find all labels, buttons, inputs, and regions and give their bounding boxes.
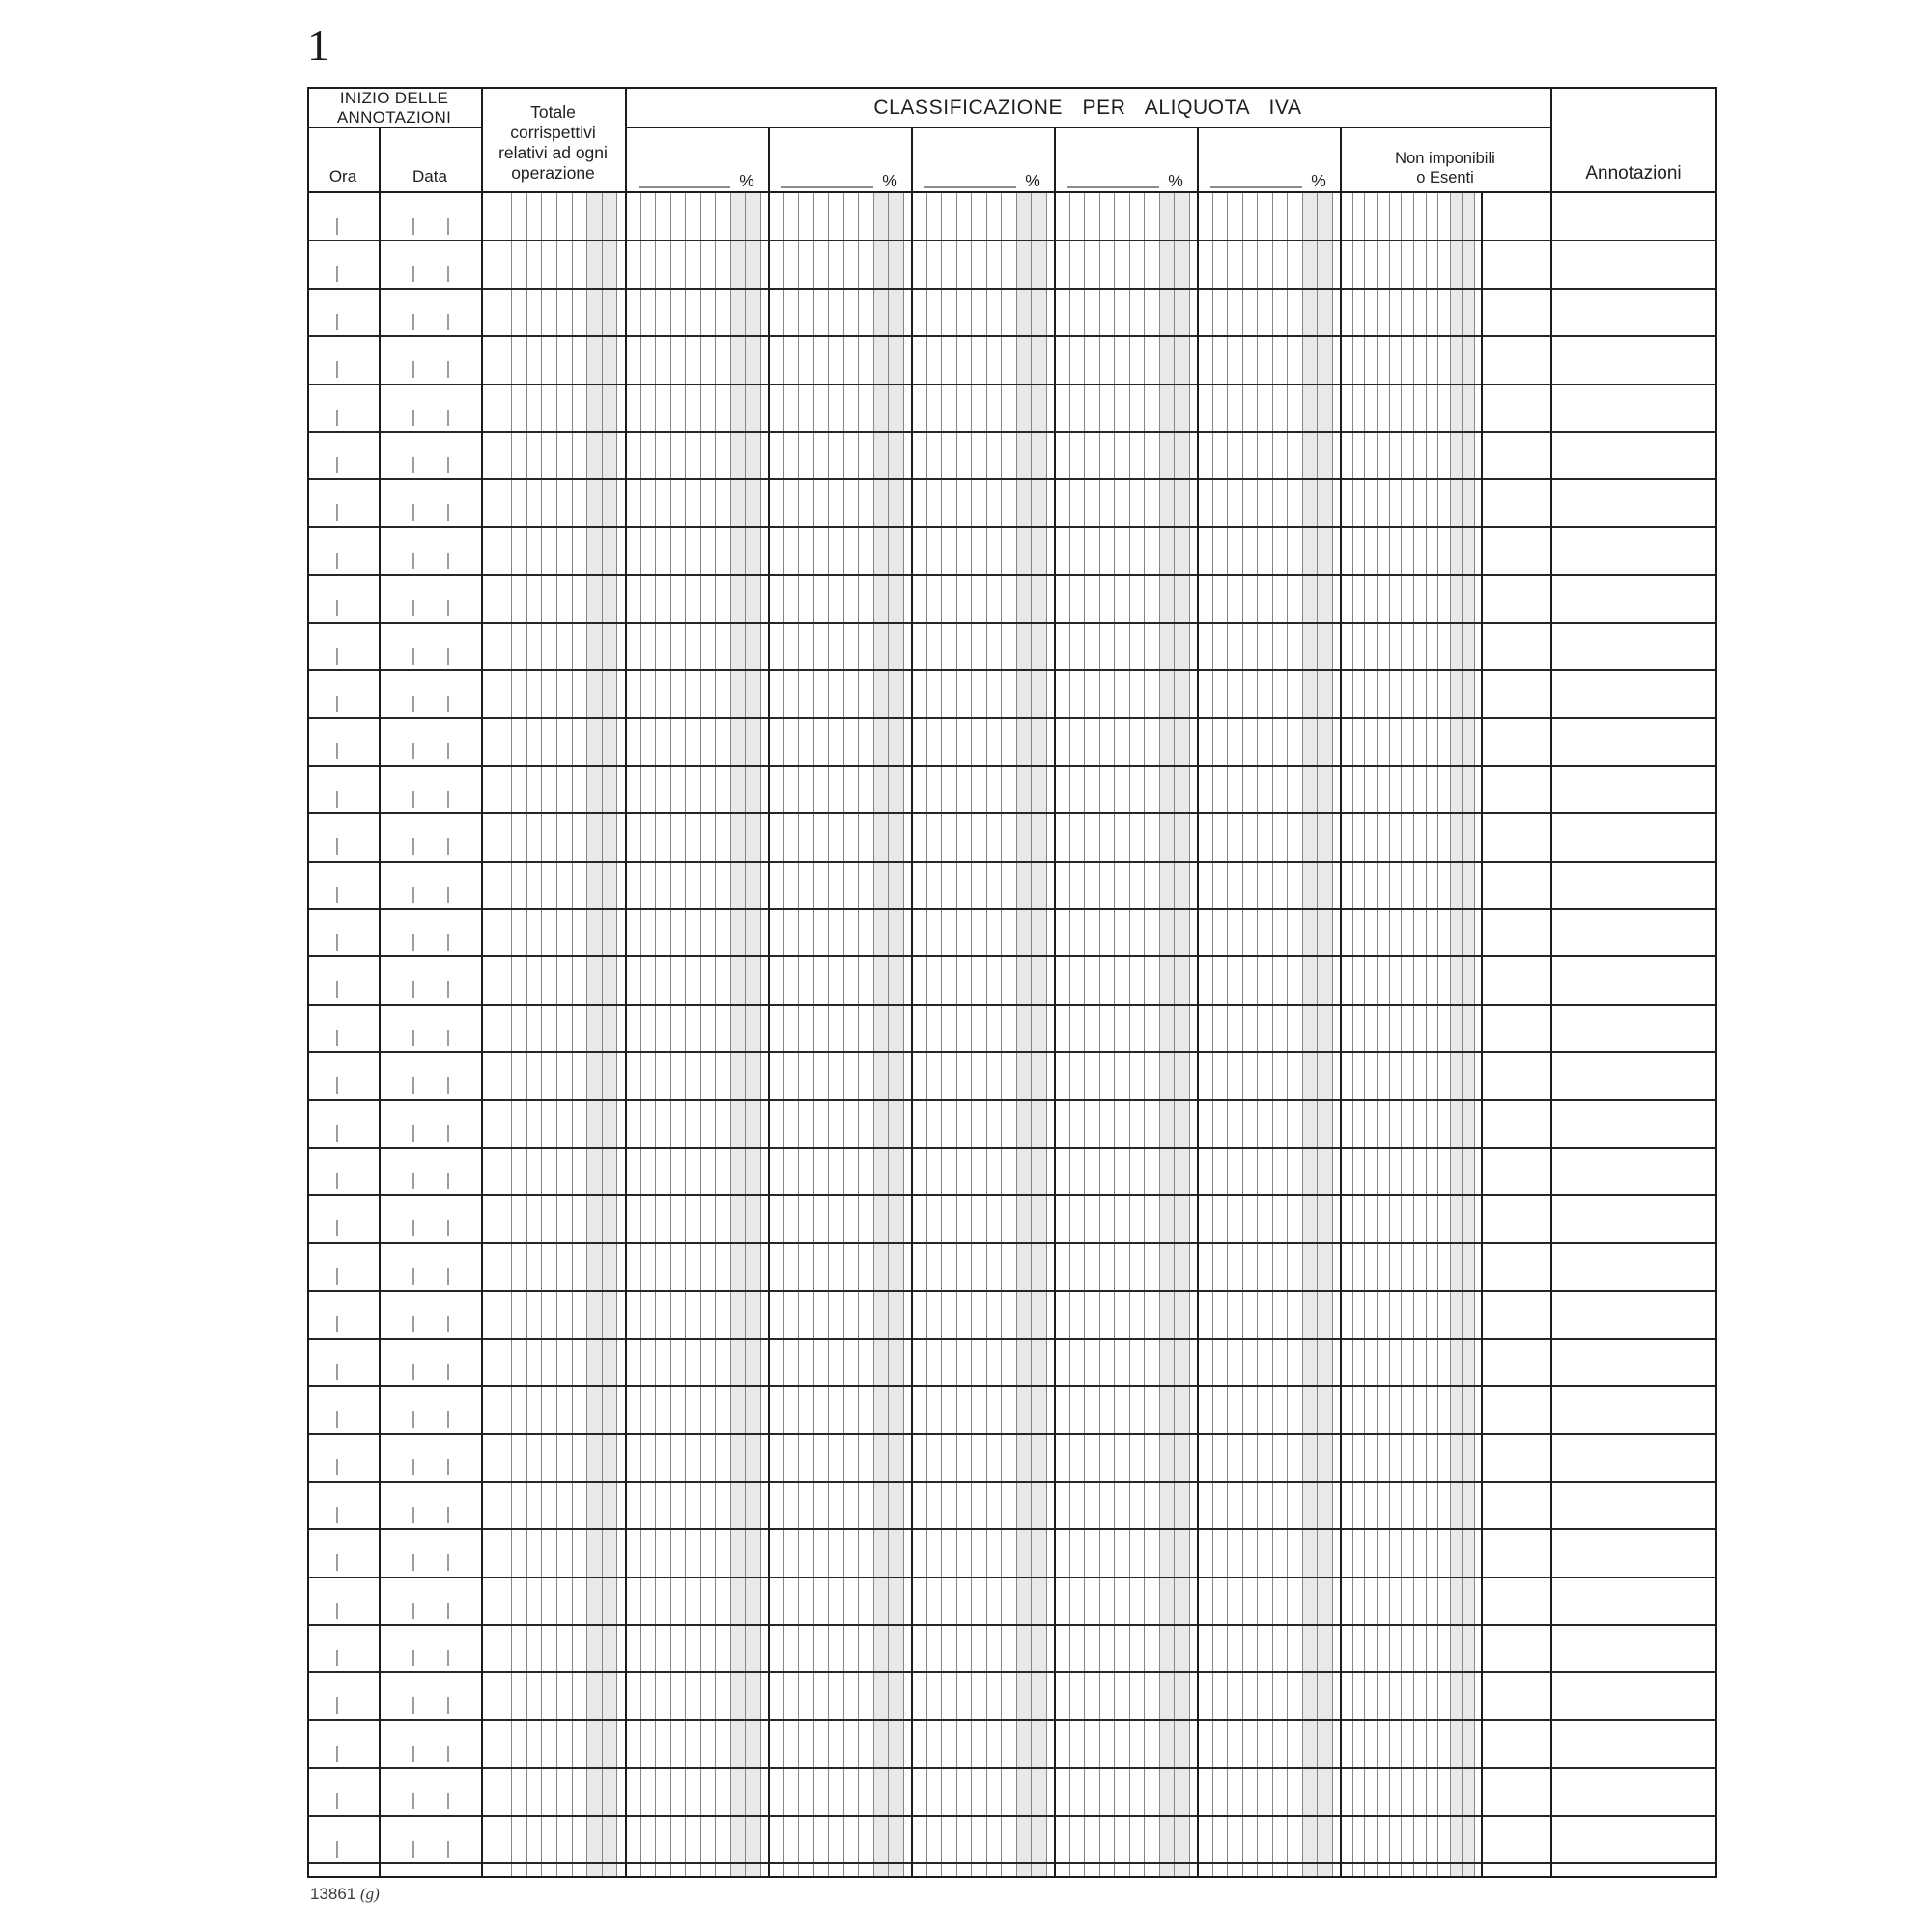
aliquota-rate-header [768, 128, 911, 193]
data-tick [447, 1459, 449, 1475]
data-tick [412, 504, 414, 521]
data-tick [447, 1507, 449, 1523]
data-tick [412, 1316, 414, 1332]
row-line [307, 1385, 1717, 1387]
ora-tick [336, 1316, 338, 1332]
header-classificazione-iva: CLASSIFICAZIONE PER ALIQUOTA IVA [873, 96, 1302, 119]
data-tick [447, 743, 449, 759]
data-tick [412, 553, 414, 569]
row-line [307, 1671, 1717, 1673]
ora-tick [336, 600, 338, 616]
row-line [307, 1099, 1717, 1101]
row-line [307, 1767, 1717, 1769]
data-tick [412, 314, 414, 330]
aliquota-rate-header [1197, 128, 1340, 193]
data-tick [412, 838, 414, 855]
ora-tick [336, 1507, 338, 1523]
row-line [307, 765, 1717, 767]
ora-tick [336, 361, 338, 378]
data-tick [412, 934, 414, 951]
column-border [481, 87, 483, 1878]
data-tick [412, 600, 414, 616]
column-border [1054, 128, 1056, 1878]
data-tick [447, 361, 449, 378]
ora-tick [336, 218, 338, 235]
data-tick [412, 1030, 414, 1046]
data-tick [412, 1220, 414, 1236]
data-tick [412, 696, 414, 712]
data-tick [447, 1603, 449, 1619]
ora-tick [336, 1268, 338, 1285]
column-border [625, 87, 627, 1878]
data-tick [447, 457, 449, 473]
percent-sign: % [1311, 171, 1326, 190]
ora-tick [336, 1603, 338, 1619]
data-tick [412, 1173, 414, 1189]
data-tick [412, 361, 414, 378]
ora-tick [336, 1746, 338, 1762]
ora-tick [336, 314, 338, 330]
row-line [307, 669, 1717, 671]
row-line [307, 812, 1717, 814]
data-tick [412, 1268, 414, 1285]
row-line [307, 1815, 1717, 1817]
data-tick [412, 218, 414, 235]
ora-tick [336, 887, 338, 903]
row-line [307, 955, 1717, 957]
ora-tick [336, 791, 338, 808]
data-tick [447, 838, 449, 855]
ora-tick [336, 743, 338, 759]
rate-underscore [639, 171, 730, 188]
header-inizio-line2: ANNOTAZIONI [336, 107, 452, 127]
header-inizio-annotazioni [307, 87, 481, 128]
column-border [768, 128, 770, 1878]
row-line [307, 1004, 1717, 1006]
ora-tick [336, 1650, 338, 1666]
data-tick [447, 314, 449, 330]
row-line [307, 526, 1717, 528]
data-tick [412, 1125, 414, 1142]
ora-tick [336, 1077, 338, 1094]
row-line [307, 384, 1717, 385]
row-line [307, 861, 1717, 863]
column-border [1715, 87, 1717, 1878]
data-tick [447, 410, 449, 426]
row-line [307, 1194, 1717, 1196]
ora-tick [336, 696, 338, 712]
data-tick [412, 1364, 414, 1380]
ora-tick [336, 934, 338, 951]
row-line [307, 908, 1717, 910]
column-header-totale-corrispettivi: Totale corrispettivi relativi ad ogni operazione [498, 102, 608, 183]
data-tick [412, 743, 414, 759]
data-tick [412, 1650, 414, 1666]
data-tick [447, 934, 449, 951]
percent-sign: % [1168, 171, 1183, 190]
data-tick [412, 1411, 414, 1428]
data-tick [447, 1554, 449, 1571]
rate-underscore [781, 171, 873, 188]
rate-underscore [1067, 171, 1159, 188]
data-tick [412, 410, 414, 426]
page-number: 1 [307, 20, 329, 70]
data-tick [412, 1459, 414, 1475]
data-tick [447, 600, 449, 616]
header-inizio-line1: INIZIO DELLE [339, 88, 449, 107]
row-line [307, 717, 1717, 719]
row-line [307, 1290, 1717, 1292]
data-tick [412, 1793, 414, 1809]
ora-tick [336, 648, 338, 665]
ora-tick [336, 1841, 338, 1858]
ora-tick [336, 1125, 338, 1142]
row-line [307, 1147, 1717, 1149]
data-tick [412, 1841, 414, 1858]
data-tick [412, 1697, 414, 1714]
data-tick [447, 1268, 449, 1285]
ora-tick [336, 504, 338, 521]
data-tick [447, 1364, 449, 1380]
column-border [307, 87, 309, 1878]
data-tick [447, 553, 449, 569]
ora-tick [336, 1411, 338, 1428]
data-tick [447, 1125, 449, 1142]
row-line [307, 1481, 1717, 1483]
row-line [307, 1338, 1717, 1340]
ora-tick [336, 457, 338, 473]
column-border [379, 128, 381, 1878]
column-border [911, 128, 913, 1878]
ora-tick [336, 1173, 338, 1189]
row-line [307, 431, 1717, 433]
row-line [307, 1051, 1717, 1053]
data-tick [447, 1220, 449, 1236]
row-line [307, 622, 1717, 624]
data-tick [412, 457, 414, 473]
ora-tick [336, 1697, 338, 1714]
header-non-imponibili: Non imponibili o Esenti [1395, 149, 1495, 186]
rate-underscore [924, 171, 1016, 188]
data-tick [447, 791, 449, 808]
data-tick [447, 1650, 449, 1666]
table-border [307, 87, 1717, 89]
data-tick [447, 648, 449, 665]
table-border [307, 1876, 1717, 1878]
column-header-ora: Ora [328, 167, 357, 185]
row-line [307, 1862, 1717, 1864]
percent-sign: % [1025, 171, 1040, 190]
column-border [1340, 128, 1342, 1878]
data-tick [412, 1746, 414, 1762]
row-line [307, 1528, 1717, 1530]
column-border [1197, 128, 1199, 1878]
row-line [307, 288, 1717, 290]
ora-tick [336, 838, 338, 855]
column-border [1481, 193, 1483, 1878]
data-tick [447, 981, 449, 998]
rate-underscore [1210, 171, 1302, 188]
data-tick [447, 1793, 449, 1809]
ora-tick [336, 1030, 338, 1046]
data-tick [412, 791, 414, 808]
ora-tick [336, 1459, 338, 1475]
form-code: 13861 (g) [310, 1885, 380, 1903]
column-header-data: Data [412, 167, 447, 185]
ora-tick [336, 266, 338, 282]
data-tick [447, 1746, 449, 1762]
data-tick [447, 1030, 449, 1046]
percent-sign: % [882, 171, 897, 190]
data-tick [447, 504, 449, 521]
ora-tick [336, 1793, 338, 1809]
data-tick [447, 1697, 449, 1714]
data-tick [447, 1077, 449, 1094]
data-tick [412, 266, 414, 282]
data-tick [412, 1507, 414, 1523]
data-tick [447, 266, 449, 282]
row-line [307, 1719, 1717, 1721]
ora-tick [336, 1554, 338, 1571]
column-header-annotazioni: Annotazioni [1585, 163, 1682, 184]
aliquota-rate-header [625, 128, 768, 193]
row-line [307, 1577, 1717, 1578]
ora-tick [336, 553, 338, 569]
row-line [307, 240, 1717, 242]
table-border [307, 127, 481, 128]
ora-tick [336, 981, 338, 998]
form-code-suffix: (g) [360, 1885, 380, 1903]
ora-tick [336, 410, 338, 426]
data-tick [412, 1077, 414, 1094]
row-line [307, 478, 1717, 480]
data-tick [447, 1841, 449, 1858]
data-tick [412, 887, 414, 903]
data-tick [412, 648, 414, 665]
row-line [307, 1624, 1717, 1626]
data-tick [447, 696, 449, 712]
data-tick [447, 1316, 449, 1332]
percent-sign: % [739, 171, 754, 190]
column-border [1550, 87, 1552, 1878]
row-line [307, 1433, 1717, 1435]
aliquota-rate-header [1054, 128, 1197, 193]
ora-tick [336, 1364, 338, 1380]
ora-tick [336, 1220, 338, 1236]
row-line [307, 1242, 1717, 1244]
data-tick [412, 1603, 414, 1619]
data-tick [412, 1554, 414, 1571]
data-tick [447, 1411, 449, 1428]
aliquota-rate-header [911, 128, 1054, 193]
data-tick [412, 981, 414, 998]
row-line [307, 335, 1717, 337]
data-tick [447, 1173, 449, 1189]
data-tick [447, 887, 449, 903]
data-tick [447, 218, 449, 235]
row-line [307, 574, 1717, 576]
